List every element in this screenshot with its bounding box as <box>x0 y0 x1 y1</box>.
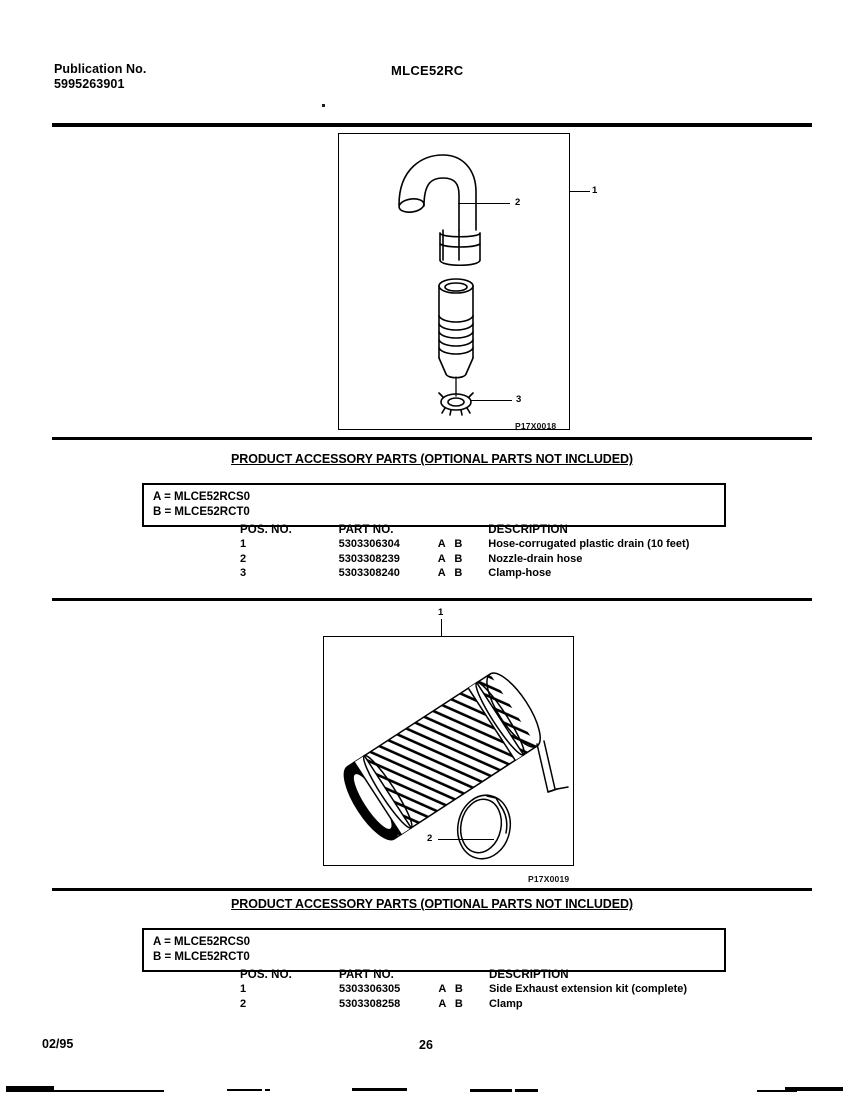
column-header-part: PART NO. <box>338 524 394 536</box>
column-header-models <box>438 969 489 983</box>
cell-pos: 1 <box>240 983 247 995</box>
cell-models: A B <box>438 997 466 1010</box>
model-key-a-1: A = MLCE52RCS0 <box>153 491 251 503</box>
table-row <box>142 983 742 998</box>
divider-rule-top <box>52 123 812 127</box>
publication-block <box>54 62 146 92</box>
callout-leader-fig1-1 <box>570 191 590 192</box>
table-header-row <box>142 524 742 538</box>
scan-artifact <box>6 1090 164 1092</box>
column-header-models <box>438 524 489 538</box>
cell-part: 5303308240 <box>338 567 400 579</box>
section-title-1: PRODUCT ACCESSORY PARTS (OPTIONAL PARTS NOT INCLUDED) <box>231 452 633 466</box>
callout-leader-fig2-2 <box>438 839 494 840</box>
publication-label: Publication No. <box>54 62 147 76</box>
callout-leader-fig2-1 <box>441 619 442 636</box>
model-key-b-1: B = MLCE52RCT0 <box>153 506 250 518</box>
callout-fig1-2: 2 <box>515 197 521 208</box>
cell-pos: 1 <box>240 538 247 550</box>
scan-artifact <box>470 1089 512 1092</box>
parts-table-1 <box>142 524 742 582</box>
footer-page-number: 26 <box>419 1038 433 1052</box>
table-row <box>142 553 742 568</box>
scan-speck <box>322 104 325 107</box>
cell-description: Side Exhaust extension kit (complete) <box>488 983 688 995</box>
figure-code-fig2: P17X0019 <box>528 874 570 884</box>
corrugated-sleeve-illustration <box>339 134 571 431</box>
cell-description: Nozzle-drain hose <box>488 552 583 565</box>
callout-leader-fig1-3 <box>470 400 512 401</box>
column-header-description: DESCRIPTION <box>488 524 568 536</box>
column-header-pos: POS. NO. <box>240 969 292 981</box>
model-key-a-2: A = MLCE52RCS0 <box>153 936 251 948</box>
divider-rule-2 <box>52 598 812 601</box>
cell-pos: 2 <box>240 997 247 1010</box>
cell-models: A B <box>437 538 466 550</box>
cell-models: A B <box>437 567 466 579</box>
cell-part: 5303306305 <box>339 983 401 995</box>
parts-table-2 <box>142 969 742 1012</box>
figure-code-fig1: P17X0018 <box>515 421 557 431</box>
cell-models: A B <box>438 983 466 995</box>
scan-artifact <box>515 1089 538 1092</box>
cell-description: Hose-corrugated plastic drain (10 feet) <box>488 538 690 550</box>
scan-artifact <box>265 1089 270 1091</box>
publication-number: 5995263901 <box>54 77 125 91</box>
cell-description: Clamp-hose <box>488 567 552 579</box>
cell-part: 5303308239 <box>338 552 400 565</box>
column-header-description: DESCRIPTION <box>488 969 569 981</box>
model-key-box-1 <box>142 483 726 527</box>
callout-leader-fig1-2 <box>458 203 510 204</box>
cell-description: Clamp <box>488 997 523 1010</box>
column-header-part: PART NO. <box>339 969 394 981</box>
model-key-b-2: B = MLCE52RCT0 <box>153 951 250 963</box>
table-header-row <box>142 969 742 983</box>
model-key-box-2 <box>142 928 726 972</box>
scan-artifact <box>352 1088 407 1091</box>
callout-fig2-1: 1 <box>438 607 444 618</box>
table-row <box>142 567 742 582</box>
cell-part: 5303308258 <box>339 997 401 1010</box>
cell-pos: 2 <box>240 552 247 565</box>
callout-fig2-2: 2 <box>427 833 433 844</box>
scan-artifact <box>227 1089 262 1091</box>
footer-date: 02/95 <box>42 1037 74 1051</box>
column-header-pos: POS. NO. <box>240 524 292 536</box>
cell-part: 5303306304 <box>338 538 400 550</box>
table-row <box>142 998 742 1013</box>
cell-pos: 3 <box>240 567 247 579</box>
exhaust-duct-illustration <box>324 637 575 867</box>
divider-rule-3 <box>52 888 812 891</box>
section-title-2: PRODUCT ACCESSORY PARTS (OPTIONAL PARTS NOT INCLUDED) <box>231 897 633 911</box>
callout-fig1-3: 3 <box>516 394 522 405</box>
figure-side-exhaust-kit <box>323 636 574 866</box>
callout-fig1-1: 1 <box>592 185 598 196</box>
page-title: MLCE52RC <box>391 63 464 78</box>
divider-rule-1 <box>52 437 812 440</box>
table-row <box>142 538 742 553</box>
scan-artifact <box>785 1087 843 1091</box>
cell-models: A B <box>437 552 466 565</box>
figure-drain-hose-assembly <box>338 133 570 430</box>
